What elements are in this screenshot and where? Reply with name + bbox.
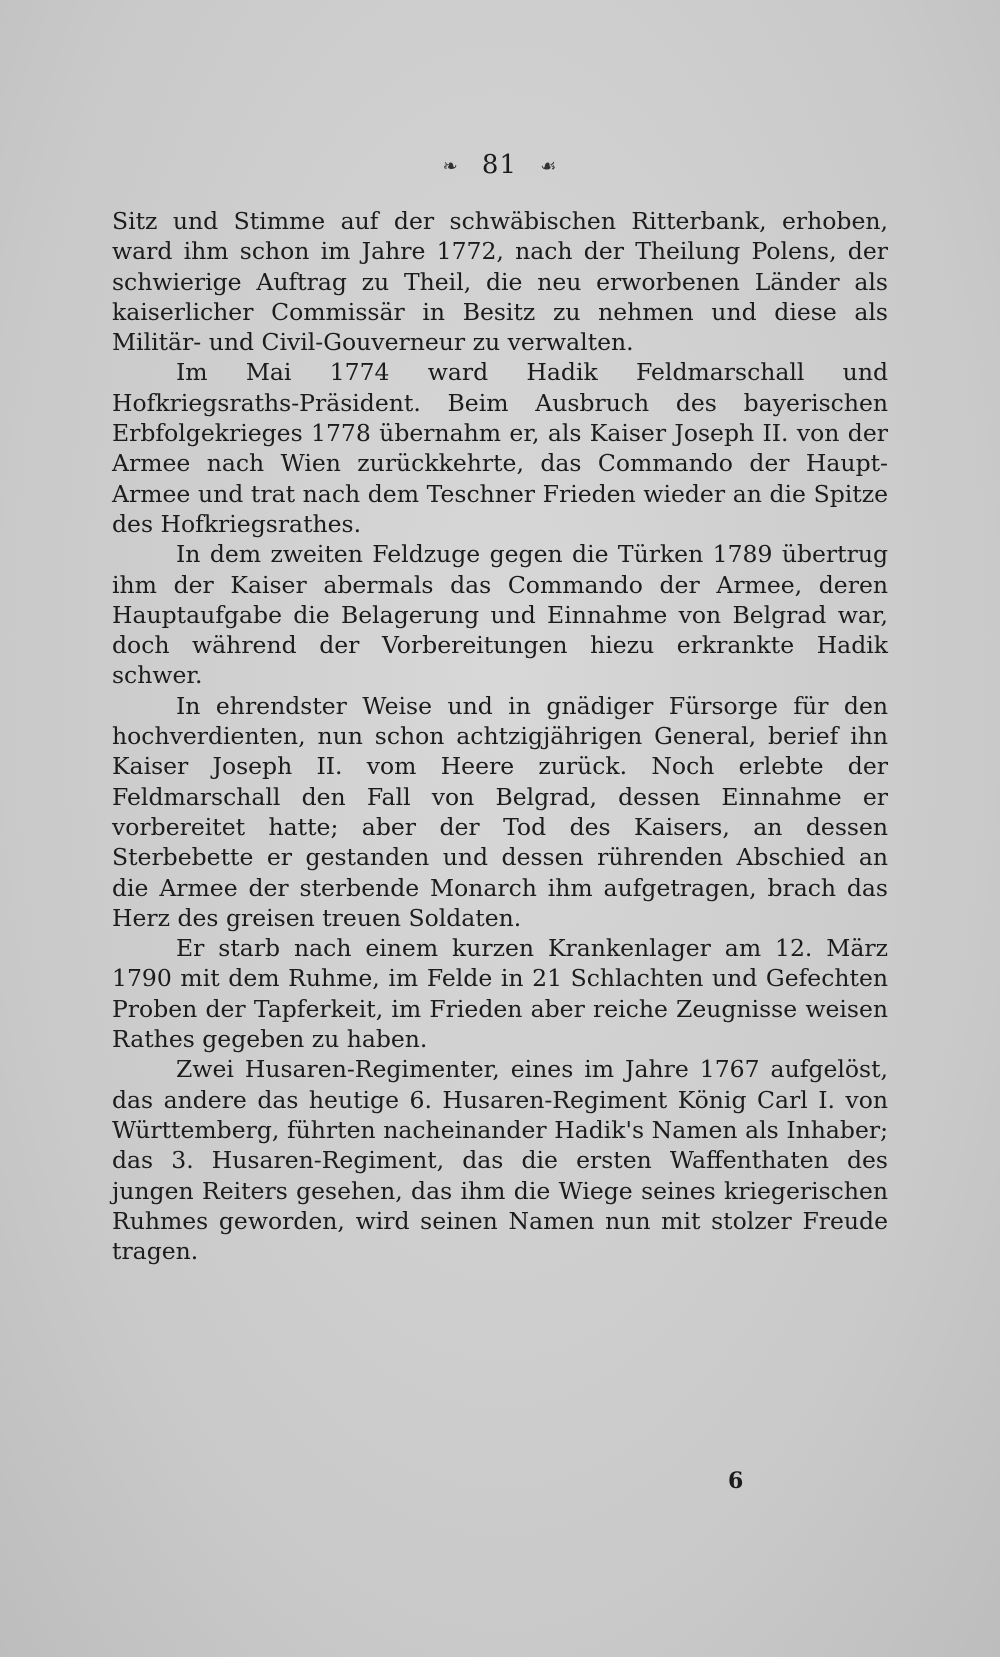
paragraph: Zwei Husaren-Regimenter, eines im Jahre 1767 aufgelöst, das andere das heutige 6. Husaren-Regiment König Carl I. von Württemberg, führten nacheinander Hadik's Namen als Inhaber; das 3. Husaren-Regiment, das die ersten Waffenthaten des jungen Reiters gesehen, das ihm die Wiege seines kriegerischen Ruhmes geworden, wird seinen Namen nun mit stolzer Freude tragen.: [112, 1055, 888, 1266]
signature-mark: 6: [728, 1468, 744, 1494]
paragraph: Er starb nach einem kurzen Krankenlager am 12. März 1790 mit dem Ruhme, im Felde in 21 Schlachten und Gefechten Proben der Tapferkeit, im Frieden aber reiche Zeugnisse weisen Rathes gegeben zu haben.: [112, 934, 888, 1054]
page-number: 81: [481, 150, 518, 180]
paragraph: Im Mai 1774 ward Hadik Feldmarschall und Hofkriegsraths-Präsident. Beim Ausbruch des bayerischen Erbfolgekrieges 1778 übernahm er, als Kaiser Joseph II. von der Armee nach Wien zurückkehrte, das Commando der Haupt-Armee und trat nach dem Teschner Frieden wieder an die Spitze des Hofkriegsrathes.: [112, 358, 888, 538]
paragraph: In dem zweiten Feldzuge gegen die Türken 1789 übertrug ihm der Kaiser abermals das Commando der Armee, deren Hauptaufgabe die Belagerung und Einnahme von Belgrad war, doch während der Vorbereitungen hiezu erkrankte Hadik schwer.: [112, 540, 888, 690]
page-header: [0, 150, 1000, 180]
text-body: [112, 206, 888, 1266]
paragraph: In ehrendster Weise und in gnädiger Fürsorge für den hochverdienten, nun schon achtzigjährigen General, berief ihn Kaiser Joseph II. vom Heere zurück. Noch erlebte der Feldmarschall den Fall von Belgrad, dessen Einnahme er vorbereitet hatte; aber der Tod des Kaisers, an dessen Sterbebette er gestanden und dessen rührenden Abschied an die Armee der sterbende Monarch ihm aufgetragen, brach das Herz des greisen treuen Soldaten.: [112, 691, 888, 932]
ornament-right-icon: ☙: [540, 155, 558, 177]
paragraph: Sitz und Stimme auf der schwäbischen Ritterbank, erhoben, ward ihm schon im Jahre 1772, nach der Theilung Polens, der schwierige Auftrag zu Theil, die neu erworbenen Länder als kaiserlicher Commissär in Besitz zu nehmen und diese als Militär- und Civil-Gouverneur zu verwalten.: [112, 207, 888, 357]
ornament-left-icon: ❧: [442, 155, 459, 177]
